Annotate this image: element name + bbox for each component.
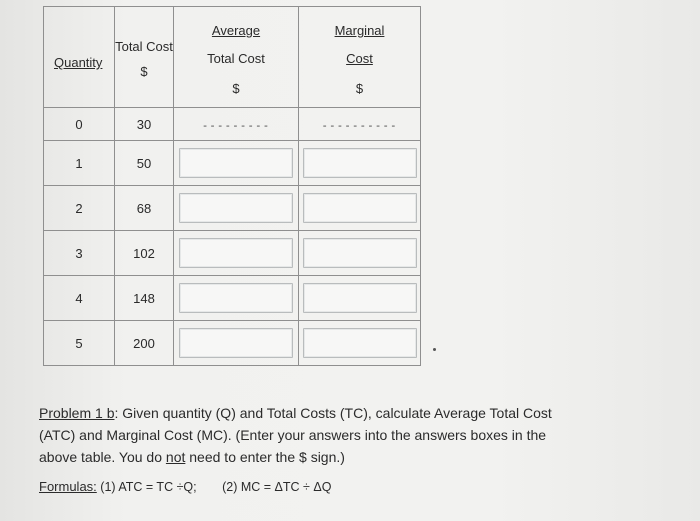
problem-text-a: : Given quantity (Q) and Total Costs (TC), calculate Average Total Cost (ATC) and Marginal Cost (MC). (Enter your answers into the answers boxes in the above table. You do: [39, 405, 552, 465]
table-row: [44, 321, 421, 366]
total-cost-cell: 200: [115, 321, 174, 366]
header-atc-line2: Total Cost: [207, 51, 265, 66]
cost-table: [43, 6, 421, 366]
problem-statement: [39, 402, 569, 468]
mc-na-dashes: ----------: [321, 118, 398, 132]
mc-cell: [299, 141, 421, 186]
quantity-cell: 5: [44, 321, 115, 366]
atc-answer-input-q4[interactable]: [179, 283, 293, 313]
total-cost-cell: 148: [115, 276, 174, 321]
formula-atc: (1) ATC = TC ÷Q;: [100, 480, 197, 494]
atc-cell: [174, 141, 299, 186]
atc-answer-input-q1[interactable]: [179, 148, 293, 178]
table-row: [44, 186, 421, 231]
atc-cell: [174, 276, 299, 321]
quantity-cell: 3: [44, 231, 115, 276]
quantity-cell: 4: [44, 276, 115, 321]
header-total-cost-unit: $: [140, 64, 148, 79]
header-quantity: Quantity: [54, 55, 103, 70]
header-atc-unit: $: [232, 81, 240, 96]
formulas-line: [39, 479, 331, 494]
table-row: [44, 231, 421, 276]
problem-not-emphasis: not: [165, 449, 186, 465]
total-cost-cell: 50: [115, 141, 174, 186]
header-row: [44, 7, 421, 108]
mc-cell: [299, 321, 421, 366]
mc-answer-input-q2[interactable]: [303, 193, 417, 223]
mc-answer-input-q5[interactable]: [303, 328, 417, 358]
mc-answer-input-q3[interactable]: [303, 238, 417, 268]
table-row: [44, 141, 421, 186]
formula-mc: (2) MC = ΔTC ÷ ΔQ: [222, 480, 332, 494]
total-cost-cell: 68: [115, 186, 174, 231]
header-mc-cell: [299, 7, 421, 108]
problem-text-b: need to enter the $ sign.): [185, 449, 345, 465]
mc-cell: [299, 186, 421, 231]
formulas-label: Formulas:: [39, 479, 97, 494]
mc-answer-input-q1[interactable]: [303, 148, 417, 178]
quantity-cell: 1: [44, 141, 115, 186]
dust-speck: [433, 348, 436, 351]
atc-cell: [174, 321, 299, 366]
atc-cell: [174, 186, 299, 231]
quantity-cell: 2: [44, 186, 115, 231]
atc-cell: [174, 231, 299, 276]
total-cost-cell: 30: [115, 108, 174, 141]
mc-cell: [299, 108, 421, 141]
atc-na-dashes: ---------: [201, 118, 271, 132]
header-total-cost: [115, 39, 173, 79]
quantity-cell: 0: [44, 108, 115, 141]
problem-label: Problem 1 b: [39, 405, 115, 421]
mc-answer-input-q4[interactable]: [303, 283, 417, 313]
atc-answer-input-q2[interactable]: [179, 193, 293, 223]
header-total-cost-label: Total Cost: [115, 39, 173, 54]
atc-cell: [174, 108, 299, 141]
total-cost-cell: 102: [115, 231, 174, 276]
header-total-cost-cell: [115, 7, 174, 108]
table-row: [44, 276, 421, 321]
mc-cell: [299, 276, 421, 321]
header-mc-line2: Cost: [346, 51, 373, 66]
header-mc-unit: $: [355, 81, 364, 96]
header-atc-cell: [174, 7, 299, 108]
atc-answer-input-q3[interactable]: [179, 238, 293, 268]
table-row: [44, 108, 421, 141]
atc-answer-input-q5[interactable]: [179, 328, 293, 358]
header-atc-line1: Average: [211, 23, 261, 38]
mc-cell: [299, 231, 421, 276]
header-quantity-cell: [44, 7, 115, 108]
header-mc-line1: Marginal: [334, 23, 385, 38]
